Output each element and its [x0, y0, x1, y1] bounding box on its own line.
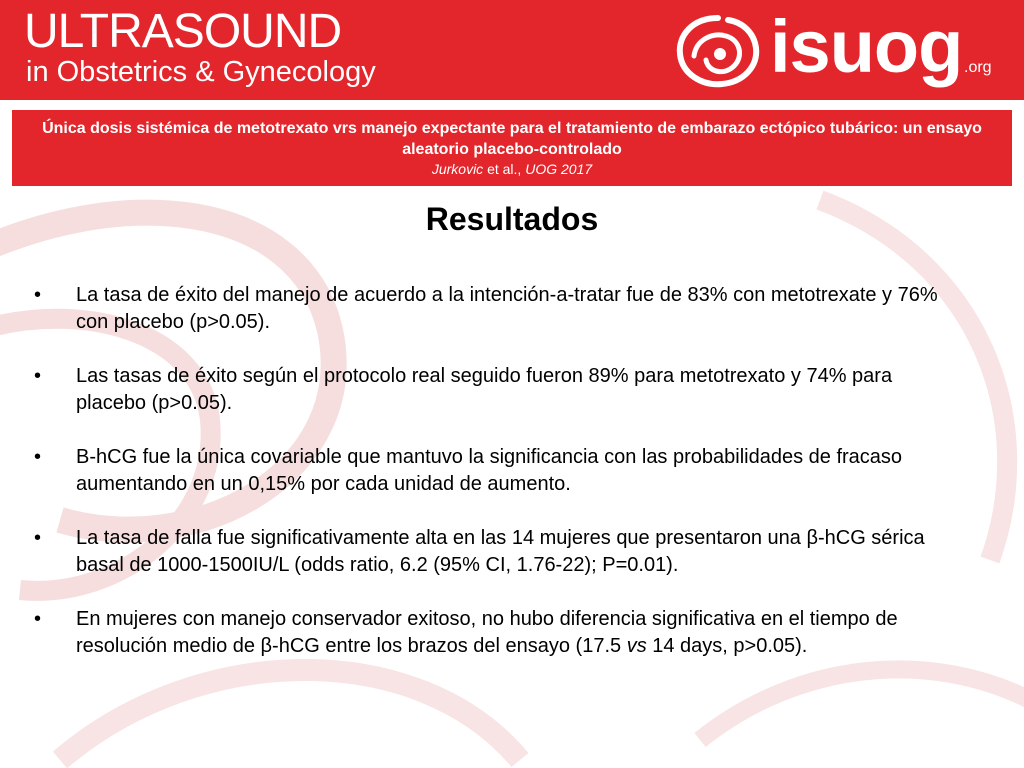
journal-subtitle: in Obstetrics & Gynecology [26, 56, 376, 88]
study-title-banner [12, 110, 1012, 186]
citation-author: Jurkovic [431, 161, 484, 177]
result-text: La tasa de éxito del manejo de acuerdo a la intención-a-tratar fue de 83% con metotrexate y 76% con placebo (p>0.05). [76, 284, 938, 333]
citation-journal: UOG 2017 [525, 161, 593, 177]
result-text: B-hCG fue la única covariable que mantuvo la significancia con las probabilidades de fracaso aumentando en un 0,15% por cada unidad de aumento. [76, 446, 903, 495]
results-list [34, 282, 964, 687]
study-citation [12, 160, 1012, 178]
result-item [34, 444, 964, 498]
journal-header [0, 0, 1024, 100]
result-text-before: En mujeres con manejo conservador exitoso, no hubo diferencia significativa en el tiempo de resolución medio de β-hCG entre los brazos del ensayo (17.5 [76, 608, 898, 657]
logo-wordmark: isuog [770, 5, 963, 88]
bullet-icon: • [34, 365, 42, 387]
citation-etal: et al., [483, 161, 526, 177]
result-text [76, 608, 898, 657]
result-text-italic: vs [626, 635, 647, 657]
study-title: Única dosis sistémica de metotrexato vrs manejo expectante para el tratamiento de embarazo ectópico tubárico: un ensayo aleatorio placebo-controlado [42, 120, 982, 158]
logo-domain-suffix: .org [964, 59, 992, 76]
result-item [34, 606, 964, 660]
result-item [34, 363, 964, 417]
result-item [34, 525, 964, 579]
isuog-mother-child-icon [672, 10, 764, 90]
bullet-icon: • [34, 527, 42, 549]
result-item [34, 282, 964, 336]
isuog-logo [672, 5, 1002, 94]
bullet-icon: • [34, 608, 42, 630]
bullet-icon: • [34, 284, 42, 306]
section-heading: Resultados [425, 201, 599, 237]
result-text-after: 14 days, p>0.05). [646, 635, 808, 657]
result-text: Las tasas de éxito según el protocolo real seguido fueron 89% para metotrexato y 74% para placebo (p>0.05). [76, 365, 893, 414]
journal-title: ULTRASOUND [24, 5, 342, 58]
result-text: La tasa de falla fue significativamente alta en las 14 mujeres que presentaron una β-hCG sérica basal de 1000-1500IU/L (odds ratio, 6.2 (95% CI, 1.76-22); P=0.01). [76, 527, 925, 576]
bullet-icon: • [34, 446, 42, 468]
